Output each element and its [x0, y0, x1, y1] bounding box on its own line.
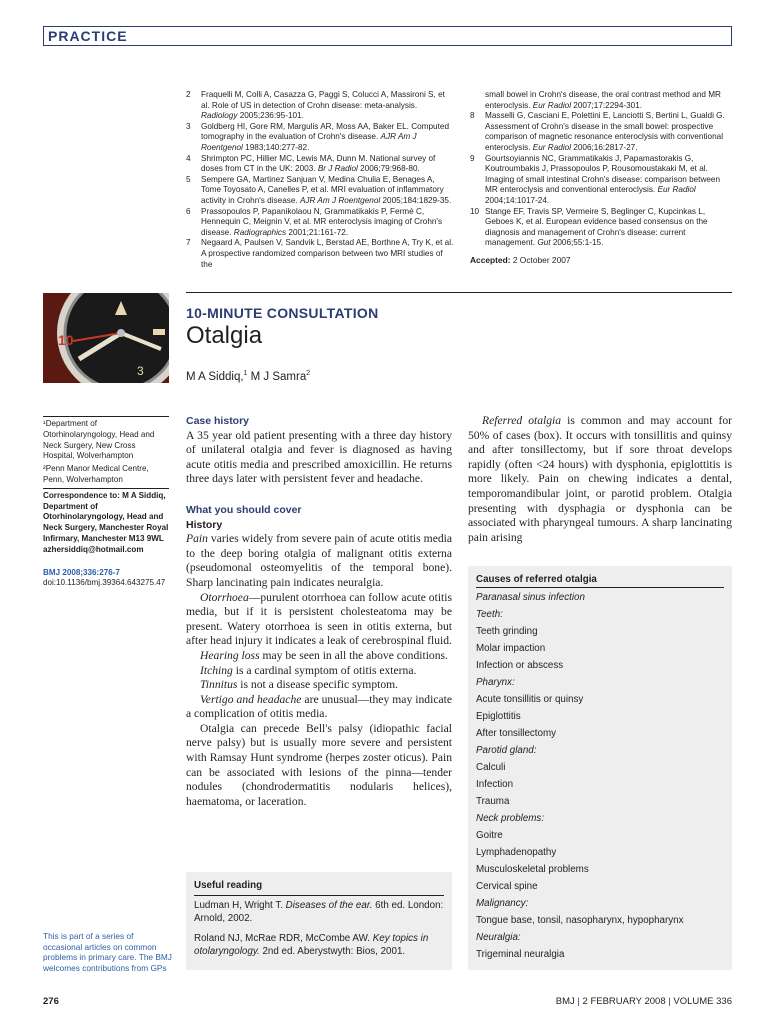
issue-date: 2 FEBRUARY 2008 — [582, 996, 666, 1007]
journal-name: BMJ — [555, 996, 575, 1007]
bells-paragraph: Otalgia can precede Bell's palsy (idiopathic facial nerve palsy) but is usually more severe and persistent with Ramsay Hunt syndrome (herpes zoster oticus). Pain can be associated with lesions of the pinna—tender nodules (chondrodermatitis nodularis helices), haematoma, or laceration. — [186, 721, 452, 808]
vertigo-paragraph: Vertigo and headache are unusual—they may indicate a complication of otitis media. — [186, 692, 452, 721]
reading-ref: Roland NJ, McRae RDR, McCombe AW. Key topics in otolaryngology. 2nd ed. Aberystwyth: Bios, 2001. — [194, 933, 429, 958]
column-2 — [468, 414, 732, 545]
otorrhoea-paragraph: Otorrhoea—purulent otorrhoea can follow acute otitis media, but if it is persistent cholesteatoma may be present. Watery otorrhoea is seen in otitis externa, but after head injury it indicates a leak of cerebrospinal fluid. — [186, 590, 452, 648]
reference-text: Prassopoulos P, Papanikolaou N, Grammatikakis P, Fermé C, Hennequin C, Meignin V, et al. MR enteroclysis imaging of Crohn's disease. Radiographics 2001;21:161-72. — [201, 206, 443, 237]
cause-category: Malignancy: — [476, 898, 529, 909]
series-note: This is part of a series of occasional articles on common problems in primary care. The BMJ welcomes contributions from GPs — [43, 931, 172, 973]
cause-item: Goitre — [476, 830, 503, 841]
cause-item: Acute tonsillitis or quinsy — [476, 694, 584, 705]
issue-volume: VOLUME 336 — [673, 996, 732, 1007]
cause-item: Infection — [476, 779, 514, 790]
cause-category: Paranasal sinus infection — [476, 592, 585, 603]
cause-item: Molar impaction — [476, 643, 546, 654]
reference-text: Gourtsoyiannis NC, Grammatikakis J, Papamastorakis G, Koutroumbakis J, Prassopoulos P, Rousomoustakaki M, et al. Imaging of small intestinal Crohn's disease: comparison between MR enteroclysis and conventional enteroclysis. Eur Radiol 2004;14:1017-24. — [485, 153, 721, 205]
reference-item — [186, 90, 454, 122]
author-list — [186, 370, 310, 383]
cause-category: Neck problems: — [476, 813, 545, 824]
cause-item: Musculoskeletal problems — [476, 864, 589, 875]
author-name: M J Samra — [247, 370, 307, 383]
cause-category: Pharynx: — [476, 677, 515, 688]
reference-number: 6 — [186, 206, 191, 216]
cause-category: Parotid gland: — [476, 745, 537, 756]
cause-item: Trigeminal neuralgia — [476, 949, 565, 960]
tinnitus-paragraph: Tinnitus is not a disease specific symptom. — [200, 678, 399, 692]
doi: doi:10.1136/bmj.39364.643275.47 — [43, 578, 166, 588]
article-kicker: 10-MINUTE CONSULTATION — [186, 305, 379, 321]
useful-reading-box — [186, 872, 452, 970]
reference-item — [186, 238, 454, 270]
cause-item: Epiglottitis — [476, 711, 521, 722]
cover-heading: What you should cover — [186, 503, 302, 516]
reference-text: small bowel in Crohn's disease, the oral contrast method and MR enteroclysis. Eur Radiol 2007;17:2294-301. — [485, 90, 721, 110]
history-heading: History — [186, 518, 223, 531]
cause-item: Teeth grinding — [476, 626, 538, 637]
section-label: PRACTICE — [48, 28, 128, 44]
reference-number: 7 — [186, 238, 191, 248]
reference-number: 4 — [186, 153, 191, 163]
reference-item — [186, 207, 454, 239]
reference-text: Sempere GA, Martinez Sanjuan V, Medina Chulia E, Benages A, Tome Toyosato A, Canelles P, et al. MRI evaluation of inflammatory activity in Crohn's disease. AJR Am J Roentgenol 2005;184:1829-35. — [201, 174, 452, 205]
reading-ref: Ludman H, Wright T. Diseases of the ear. 6th ed. London: Arnold, 2002. — [194, 899, 444, 924]
reference-item — [470, 154, 734, 207]
reference-item — [470, 207, 734, 249]
author-affil-mark: 1 — [243, 370, 248, 377]
reference-item — [186, 122, 454, 154]
article-divider — [186, 292, 732, 293]
citation: BMJ 2008;336:276-7 — [43, 567, 120, 577]
cause-item: Cervical spine — [476, 881, 538, 892]
reference-text: Shrimpton PC, Hillier MC, Lewis MA, Dunn M. National survey of doses from CT in the UK: 2003. Br J Radiol 2006;79:968-80. — [201, 153, 436, 174]
reference-item — [186, 154, 454, 175]
article-title: Otalgia — [186, 322, 263, 349]
reference-number: 8 — [470, 111, 475, 121]
reference-number: 9 — [470, 153, 475, 163]
reading-box-title: Useful reading — [194, 880, 444, 896]
affiliations — [43, 416, 169, 589]
correspondence: Correspondence to: M A Siddiq, Department of Otorhinolaryngology, Head and Neck Surgery, Manchester Royal Infirmary, Manchester M13 9WL azhersiddiq@hotmail.com — [43, 488, 169, 556]
reference-item — [470, 111, 734, 153]
cause-item: Calculi — [476, 762, 506, 773]
case-history-text: A 35 year old patient presenting with a three day history of unilateral otalgia and fever is diagnosed as having acute otitis media and prescribed amoxicillin. He returns three days later with persistent fever and headache. — [186, 428, 452, 486]
reference-text: Masselli G, Casciani E, Polettini E, Lanciotti S, Bertini L, Gualdi G. Assessment of Crohn's disease in the small bowel: prospective comparison of magnetic resonance enteroclysis with conventional enteroclysis. Eur Radiol 2006;16:2817-27. — [485, 111, 725, 152]
issue-info: BMJ | 2 FEBRUARY 2008 | VOLUME 336 — [555, 996, 732, 1007]
reference-number: 5 — [186, 174, 191, 184]
reference-item — [186, 175, 454, 207]
section-header — [43, 26, 732, 46]
reference-list-left — [186, 90, 454, 270]
cause-item: Lymphadenopathy — [476, 847, 557, 858]
reference-text: Stange EF, Travis SP, Vermeire S, Beglinger C, Kupcinkas L, Geboes K, et al. European evidence based consensus on the diagnosis and management of Crohn's disease: current management. Gut 2006;55:1-15. — [485, 206, 708, 248]
reference-number: 2 — [186, 90, 191, 99]
reference-number — [470, 90, 485, 111]
reference-item — [470, 90, 734, 111]
cause-item: After tonsillectomy — [476, 728, 557, 739]
reference-list-right — [470, 90, 734, 266]
pain-paragraph: Pain varies widely from severe pain of acute otitis media to the deep boring otalgia of malignant otitis externa (pseudomonal osteomyelitis of the temporal bone). Sharp lancinating pain indicates neuralgia. — [186, 532, 452, 589]
accepted-date: Accepted: 2 October 2007 — [470, 254, 571, 265]
cause-category: Teeth: — [476, 609, 503, 620]
svg-text:10: 10 — [58, 332, 74, 348]
causes-box-title: Causes of referred otalgia — [476, 574, 724, 588]
reference-text: Negaard A, Paulsen V, Sandvik L, Berstad AE, Borthne A, Try K, et al. A prospective randomized comparison between two MRI studies of the — [201, 238, 454, 269]
author-name: M A Siddiq, — [186, 370, 244, 383]
hearing-paragraph: Hearing loss may be seen in all the above conditions. — [200, 648, 448, 662]
reference-text: Goldberg HI, Gore RM, Margulis AR, Moss AA, Baker EL. Computed tomography in the evaluation of Crohn's disease. AJR Am J Roentgenol 1983;140:277-82. — [201, 121, 449, 152]
cause-category: Neuralgia: — [476, 932, 521, 943]
reference-text: Fraquelli M, Colli A, Casazza G, Paggi S, Colucci A, Massironi S, et al. Role of US in detection of Crohn disease: meta-analysis. Radiology 2005;236:95-101. — [201, 90, 445, 121]
affiliation-1: ¹Department of Otorhinolaryngology, Head and Neck Surgery, New Cross Hospital, Wolverhampton — [43, 419, 155, 461]
author-affil-mark: 2 — [306, 370, 311, 377]
reference-number: 3 — [186, 121, 191, 131]
case-history-heading: Case history — [186, 415, 250, 427]
referred-paragraph: Referred otalgia is common and may account for 50% of cases (box). It occurs with tonsillitis and quinsy and after tonsillectomy, but if sore throat develops rapidly (often <24 hours) with dysphonia, epiglottitis is more likely. Pain on chewing indicates a dental, temporomandibular joint, or parotid problem. Otalgia presenting with dysphagia or dysphonia can be associated with pharyngeal tumours. A sharp lancinating pain arising — [468, 414, 732, 544]
page-number: 276 — [43, 996, 59, 1007]
reference-number: 10 — [470, 206, 480, 216]
watch-photo — [43, 293, 169, 383]
itching-paragraph: Itching is a cardinal symptom of otitis externa. — [200, 663, 417, 677]
cause-item: Trauma — [476, 796, 510, 807]
affiliation-2: ²Penn Manor Medical Centre, Penn, Wolverhampton — [43, 464, 149, 484]
cause-item: Tongue base, tonsil, nasopharynx, hypopharynx — [476, 915, 684, 926]
causes-box — [468, 566, 732, 970]
cause-item: Infection or abscess — [476, 660, 564, 671]
svg-text:3: 3 — [137, 364, 144, 378]
column-1 — [186, 414, 452, 809]
